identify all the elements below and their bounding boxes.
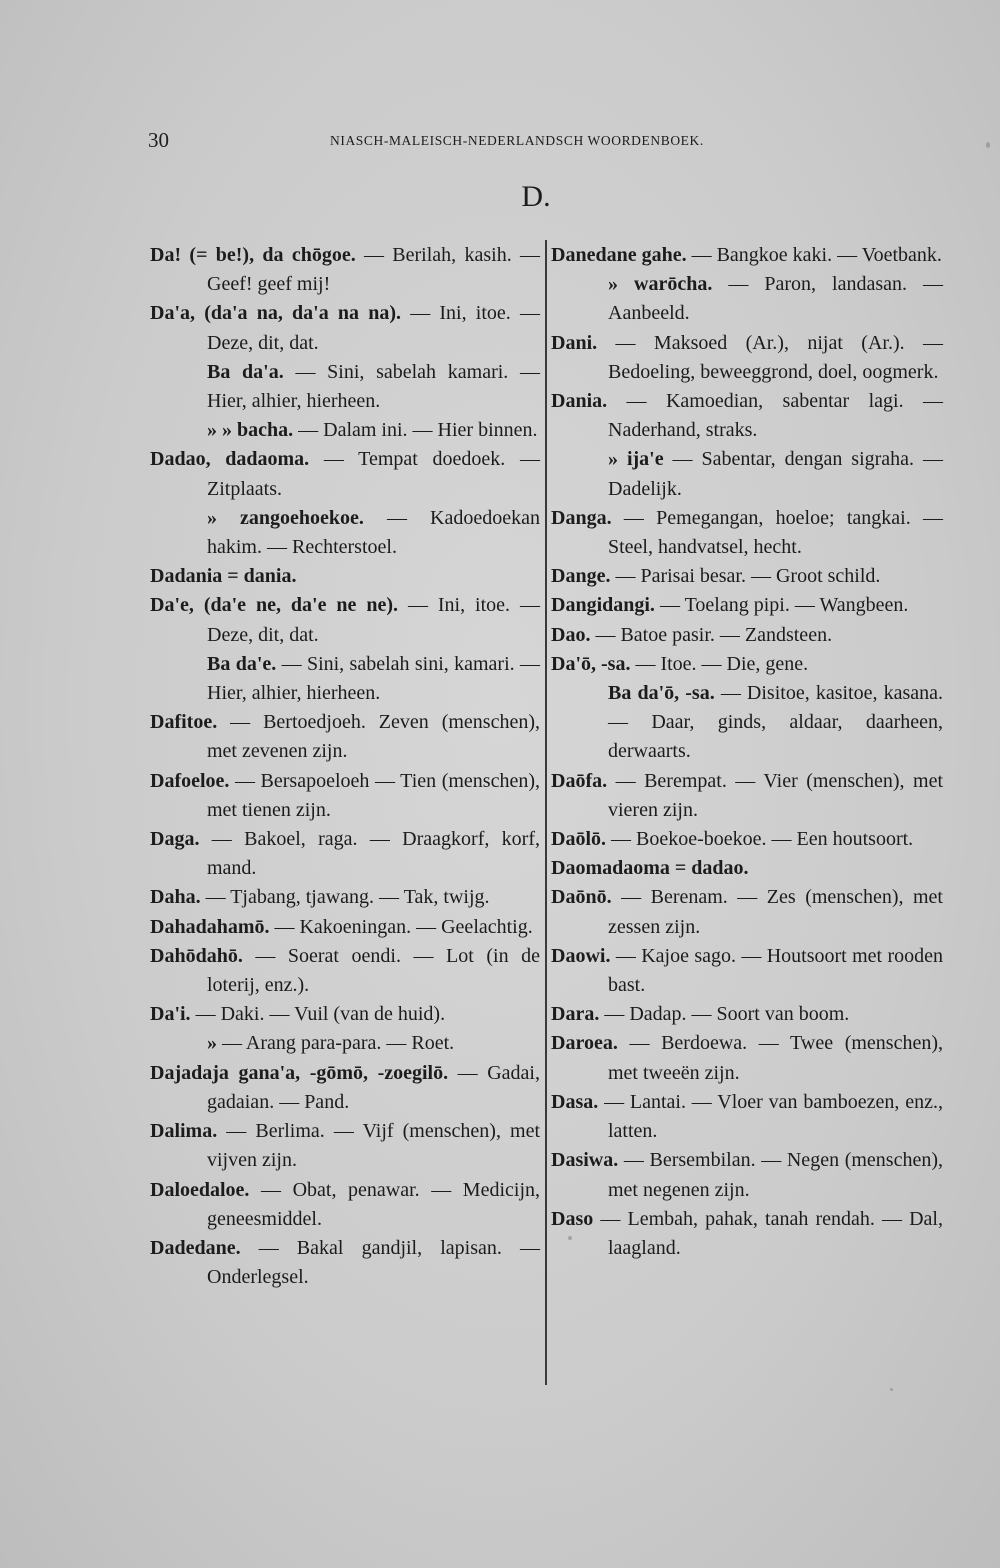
dictionary-entry [150, 562, 540, 591]
headword: Daomadaoma = dadao. [551, 857, 749, 880]
sub-entry [150, 358, 540, 416]
definition: — Ini, itoe. — Deze, dit, dat. [207, 302, 540, 354]
dictionary-entry [551, 591, 943, 620]
definition: — Dalam ini. — Hier binnen. [293, 419, 538, 442]
headword: Daroea. [551, 1032, 618, 1055]
definition: — Kadoedoekan hakim. — Rechterstoel. [207, 506, 540, 559]
definition: — Maksoed (Ar.), nijat (Ar.). — Bedoeling, beweeggrond, doel, oogmerk. [597, 331, 943, 383]
headword: Dasiwa. [551, 1149, 619, 1172]
column-divider [545, 240, 547, 1385]
definition: — Bakoel, raga. — Draagkorf, korf, mand. [199, 828, 540, 880]
headword: Ba da'a. [207, 360, 284, 383]
sub-entry [150, 1029, 540, 1058]
dictionary-entry [150, 1059, 540, 1117]
dictionary-entry [150, 1000, 540, 1029]
definition: — Paron, landasan. — Aanbeeld. [608, 273, 943, 325]
dictionary-entry [551, 329, 943, 387]
headword: Dajadaja gana'a, -gōmō, -zoegilō. [150, 1061, 449, 1084]
definition: — Ini, itoe. — Deze, dit, dat. [207, 594, 540, 646]
headword: » ija'e [608, 448, 664, 471]
dictionary-entry [551, 1088, 943, 1146]
headword: Dao. [551, 623, 591, 646]
dictionary-entry [551, 854, 943, 883]
dictionary-entry [150, 913, 540, 942]
headword: Dani. [551, 331, 598, 354]
definition: — Disitoe, kasitoe, kasana. — Daar, ginds, aldaar, daarheen, derwaarts. [608, 682, 943, 763]
definition: — Pemegangan, hoeloe; tangkai. — Steel, handvatsel, hecht. [608, 506, 943, 559]
paper-speck [890, 1388, 893, 1391]
headword: Danedane gahe. [551, 244, 687, 266]
dictionary-entry [150, 883, 540, 912]
sub-entry [150, 504, 540, 562]
right-column [551, 241, 943, 1263]
definition: — Daki. — Vuil (van de huid). [190, 1003, 446, 1026]
headword: » zangoehoekoe. [207, 506, 364, 529]
headword: Dasa. [551, 1090, 599, 1113]
dictionary-entry [150, 1176, 540, 1234]
definition: — Berenam. — Zes (menschen), met zessen zijn. [608, 886, 943, 938]
headword: Daloedaloe. [150, 1178, 250, 1201]
definition: — Berdoewa. — Twee (menschen), met tweeën zijn. [608, 1032, 943, 1084]
definition: — Kamoedian, sabentar lagi. — Naderhand, straks. [607, 390, 943, 442]
dictionary-entry [150, 1117, 540, 1175]
headword: Dania. [551, 390, 608, 413]
headword: Da'i. [150, 1003, 191, 1026]
page-number: 30 [148, 128, 169, 152]
headword: Dadania = dania. [150, 565, 297, 588]
dictionary-entry [551, 883, 943, 941]
definition: — Bangkoe kaki. — Voetbank. [686, 244, 942, 266]
dictionary-entry [150, 1234, 540, 1292]
paper-speck [568, 1236, 572, 1240]
headword: Dara. [551, 1003, 600, 1026]
headword: Da! (= be!), da chōgoe. [150, 244, 356, 266]
dictionary-entry [150, 942, 540, 1000]
dictionary-entry [551, 767, 943, 825]
definition: — Lembah, pahak, tanah rendah. — Dal, laagland. [593, 1207, 943, 1259]
headword: Dahadahamō. [150, 915, 270, 938]
definition: — Obat, penawar. — Medicijn, geneesmiddel. [207, 1178, 540, 1230]
headword: » » bacha. [207, 419, 294, 442]
definition: — Tjabang, tjawang. — Tak, twijg. [200, 886, 490, 909]
paper-speck [986, 142, 990, 148]
dictionary-entry [551, 1029, 943, 1087]
definition: — Kajoe sago. — Houtsoort met rooden bast. [608, 944, 943, 997]
headword: Dadao, dadaoma. [150, 448, 310, 471]
headword: Daowi. [551, 944, 611, 967]
headword: Da'a, (da'a na, da'a na na). [150, 302, 402, 325]
dictionary-entry [150, 767, 540, 825]
headword: Daso [551, 1207, 594, 1230]
left-column [150, 241, 540, 1292]
headword: Dalima. [150, 1120, 218, 1143]
headword: Da'ō, -sa. [551, 652, 631, 675]
headword: Ba da'e. [207, 652, 277, 675]
headword: Daōlō. [551, 828, 606, 851]
letter-heading: D. [521, 180, 551, 213]
headword: Dange. [551, 565, 611, 588]
dictionary-entry [551, 621, 943, 650]
headword: Dafitoe. [150, 711, 218, 734]
headword: Daha. [150, 886, 201, 909]
headword: Dahōdahō. [150, 944, 243, 967]
dictionary-entry [551, 825, 943, 854]
definition: — Batoe pasir. — Zandsteen. [590, 623, 833, 646]
dictionary-entry [150, 708, 540, 766]
headword: Da'e, (da'e ne, da'e ne ne). [150, 594, 399, 617]
dictionary-entry [150, 591, 540, 649]
definition: — Soerat oendi. — Lot (in de loterij, enz.). [207, 944, 540, 997]
definition: — Berempat. — Vier (menschen), met vieren zijn. [607, 769, 943, 821]
dictionary-entry [551, 942, 943, 1000]
page-header [0, 128, 1000, 158]
definition: — Bertoedjoeh. Zeven (menschen), met zevenen zijn. [207, 711, 540, 763]
headword: Dadedane. [150, 1236, 241, 1259]
headword: » [207, 1032, 217, 1055]
headword: Daga. [150, 828, 200, 851]
sub-entry [551, 679, 943, 767]
definition: — Arang para-para. — Roet. [217, 1032, 455, 1055]
dictionary-entry [150, 299, 540, 357]
definition: — Tempat doedoek. — Zitplaats. [207, 448, 540, 500]
definition: — Sini, sabelah sini, kamari. — Hier, alhier, hierheen. [207, 652, 540, 705]
sub-entry [551, 445, 943, 503]
definition: — Dadap. — Soort van boom. [599, 1003, 850, 1026]
headword: Dangidangi. [551, 594, 655, 617]
headword: Daōfa. [551, 769, 608, 792]
definition: — Sini, sabelah kamari. — Hier, alhier, hierheen. [207, 360, 540, 413]
running-title: NIASCH-MALEISCH-NEDERLANDSCH WOORDENBOEK. [330, 133, 704, 148]
definition: — Itoe. — Die, gene. [630, 652, 809, 675]
definition: — Lantai. — Vloer van bamboezen, enz., latten. [598, 1090, 943, 1143]
definition: — Kakoeningan. — Geelachtig. [269, 915, 533, 938]
sub-entry [551, 270, 943, 328]
dictionary-entry [551, 1000, 943, 1029]
headword: Danga. [551, 506, 612, 529]
definition: — Toelang pipi. — Wangbeen. [654, 594, 909, 617]
headword: Daōnō. [551, 886, 612, 909]
definition: — Bakal gandjil, lapisan. — Onderlegsel. [207, 1236, 540, 1289]
dictionary-entry [551, 650, 943, 679]
definition: — Bersapoeloeh — Tien (menschen), met tienen zijn. [207, 769, 540, 821]
dictionary-entry [551, 387, 943, 445]
definition: — Sabentar, dengan sigraha. — Dadelijk. [608, 448, 943, 500]
definition: — Berlima. — Vijf (menschen), met vijven zijn. [207, 1120, 540, 1172]
dictionary-entry [150, 241, 540, 299]
definition: — Bersembilan. — Negen (menschen), met negenen zijn. [608, 1149, 943, 1201]
dictionary-entry [551, 562, 943, 591]
sub-entry [150, 416, 540, 445]
sub-entry [150, 650, 540, 708]
definition: — Berilah, kasih. — Geef! geef mij! [207, 244, 540, 296]
definition: — Boekoe-boekoe. — Een houtsoort. [606, 828, 914, 851]
dictionary-entry [150, 445, 540, 503]
dictionary-entry [551, 241, 943, 270]
dictionary-entry [551, 1205, 943, 1263]
headword: » warōcha. [608, 273, 713, 296]
definition: — Parisai besar. — Groot schild. [610, 565, 881, 588]
definition: — Gadai, gadaian. — Pand. [207, 1061, 540, 1113]
dictionary-entry [551, 1146, 943, 1204]
headword: Ba da'ō, -sa. [608, 682, 715, 705]
dictionary-entry [150, 825, 540, 883]
dictionary-entry [551, 504, 943, 562]
headword: Dafoeloe. [150, 769, 230, 792]
